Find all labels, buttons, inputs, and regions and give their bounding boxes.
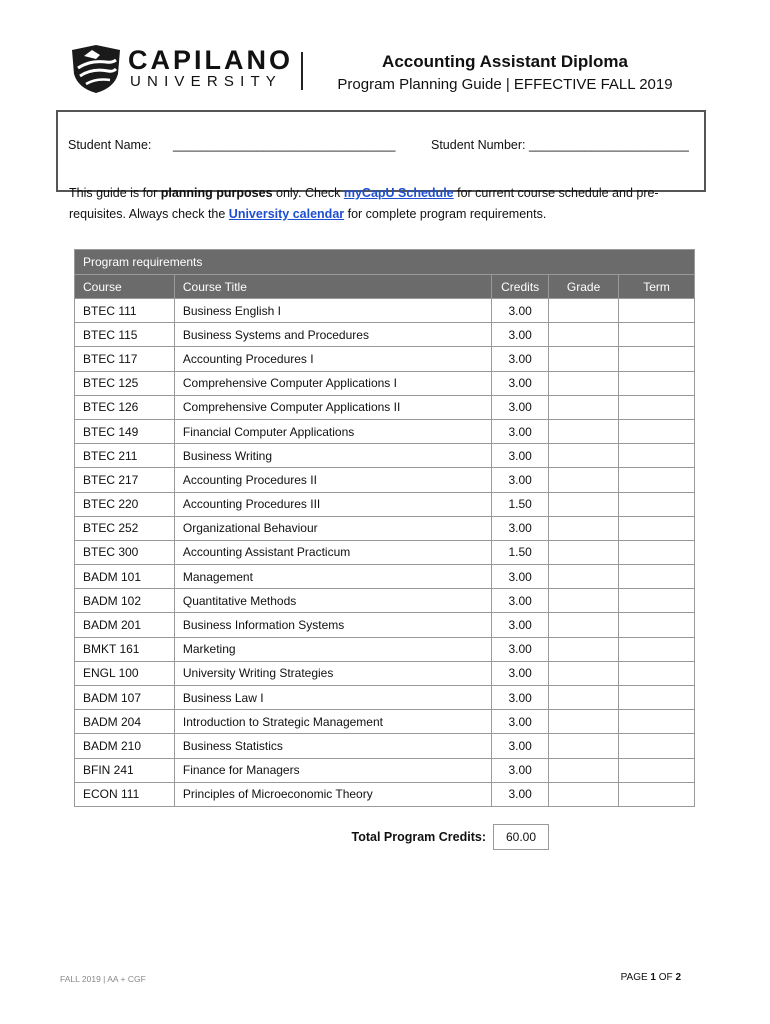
course-credits: 3.00 — [492, 782, 549, 806]
course-credits: 3.00 — [492, 565, 549, 589]
grade-cell[interactable] — [549, 686, 619, 710]
term-cell[interactable] — [619, 782, 695, 806]
grade-cell[interactable] — [549, 299, 619, 323]
course-credits: 3.00 — [492, 299, 549, 323]
course-title: Finance for Managers — [174, 758, 491, 782]
student-number-label: Student Number: — [431, 138, 526, 152]
course-code: BTEC 149 — [75, 419, 175, 443]
course-code: BADM 102 — [75, 589, 175, 613]
course-credits: 3.00 — [492, 637, 549, 661]
course-code: BMKT 161 — [75, 637, 175, 661]
university-logo — [70, 44, 310, 94]
course-code: BTEC 126 — [75, 395, 175, 419]
course-title: Accounting Assistant Practicum — [174, 540, 491, 564]
course-code: BFIN 241 — [75, 758, 175, 782]
grade-cell[interactable] — [549, 782, 619, 806]
document-subtitle: Program Planning Guide | EFFECTIVE FALL 2019 — [337, 76, 673, 93]
term-cell[interactable] — [619, 540, 695, 564]
table-row — [75, 323, 695, 347]
course-title: Introduction to Strategic Management — [174, 710, 491, 734]
course-code: BTEC 211 — [75, 444, 175, 468]
header-divider — [301, 52, 303, 90]
course-title: Business Information Systems — [174, 613, 491, 637]
logo-wordmark-top: CAPILANO — [128, 45, 293, 75]
course-code: BTEC 252 — [75, 516, 175, 540]
table-row — [75, 589, 695, 613]
course-title: Business English I — [174, 299, 491, 323]
course-code: BADM 107 — [75, 686, 175, 710]
header-course: Course — [75, 275, 175, 299]
grade-cell[interactable] — [549, 347, 619, 371]
course-code: BTEC 217 — [75, 468, 175, 492]
course-credits: 3.00 — [492, 758, 549, 782]
total-credits-value: 60.00 — [493, 824, 549, 850]
table-row — [75, 613, 695, 637]
course-title: Financial Computer Applications — [174, 419, 491, 443]
student-name-field[interactable]: ________________________________ — [173, 138, 396, 152]
grade-cell[interactable] — [549, 661, 619, 685]
term-cell[interactable] — [619, 444, 695, 468]
course-code: BTEC 125 — [75, 371, 175, 395]
term-cell[interactable] — [619, 758, 695, 782]
grade-cell[interactable] — [549, 419, 619, 443]
course-code: BADM 201 — [75, 613, 175, 637]
course-title: Principles of Microeconomic Theory — [174, 782, 491, 806]
course-code: BTEC 117 — [75, 347, 175, 371]
term-cell[interactable] — [619, 492, 695, 516]
table-row — [75, 492, 695, 516]
intro-paragraph — [69, 183, 709, 225]
course-credits: 3.00 — [492, 323, 549, 347]
table-row — [75, 371, 695, 395]
course-code: BTEC 220 — [75, 492, 175, 516]
grade-cell[interactable] — [549, 516, 619, 540]
student-name-label: Student Name: — [68, 138, 152, 152]
term-cell[interactable] — [619, 710, 695, 734]
shield-crest-icon — [70, 44, 122, 94]
table-row — [75, 637, 695, 661]
term-cell[interactable] — [619, 661, 695, 685]
page-total: 2 — [675, 972, 681, 983]
course-credits: 3.00 — [492, 371, 549, 395]
intro-text-3: for current course schedule and pre-requisites. Always check the — [69, 186, 659, 221]
grade-cell[interactable] — [549, 395, 619, 419]
page-indicator — [560, 972, 681, 983]
grade-cell[interactable] — [549, 613, 619, 637]
grade-cell[interactable] — [549, 565, 619, 589]
grade-cell[interactable] — [549, 734, 619, 758]
grade-cell[interactable] — [549, 710, 619, 734]
course-code: BTEC 300 — [75, 540, 175, 564]
grade-cell[interactable] — [549, 492, 619, 516]
term-cell[interactable] — [619, 613, 695, 637]
course-title: Business Statistics — [174, 734, 491, 758]
table-row — [75, 734, 695, 758]
course-title: Accounting Procedures III — [174, 492, 491, 516]
course-credits: 1.50 — [492, 492, 549, 516]
table-row — [75, 444, 695, 468]
term-cell[interactable] — [619, 323, 695, 347]
course-code: ENGL 100 — [75, 661, 175, 685]
course-title: Accounting Procedures II — [174, 468, 491, 492]
intro-text-4: for complete program requirements. — [344, 207, 547, 221]
course-credits: 3.00 — [492, 347, 549, 371]
grade-cell[interactable] — [549, 758, 619, 782]
term-cell[interactable] — [619, 419, 695, 443]
grade-cell[interactable] — [549, 468, 619, 492]
total-credits-label: Total Program Credits: — [351, 830, 486, 844]
table-row — [75, 661, 695, 685]
intro-text-2: only. Check — [272, 186, 344, 200]
table-row — [75, 686, 695, 710]
header-credits: Credits — [492, 275, 549, 299]
course-title: Accounting Procedures I — [174, 347, 491, 371]
course-credits: 3.00 — [492, 516, 549, 540]
course-credits: 3.00 — [492, 419, 549, 443]
table-row — [75, 299, 695, 323]
term-cell[interactable] — [619, 371, 695, 395]
section-title: Program requirements — [75, 250, 695, 275]
table-row — [75, 395, 695, 419]
course-credits: 3.00 — [492, 444, 549, 468]
course-code: BTEC 111 — [75, 299, 175, 323]
course-title: Business Systems and Procedures — [174, 323, 491, 347]
table-row — [75, 540, 695, 564]
table-row — [75, 468, 695, 492]
course-title: Comprehensive Computer Applications I — [174, 371, 491, 395]
table-row — [75, 565, 695, 589]
grade-cell[interactable] — [549, 589, 619, 613]
table-row — [75, 782, 695, 806]
grade-cell[interactable] — [549, 444, 619, 468]
table-row — [75, 710, 695, 734]
term-cell[interactable] — [619, 734, 695, 758]
term-cell[interactable] — [619, 347, 695, 371]
course-credits: 1.50 — [492, 540, 549, 564]
course-title: Business Law I — [174, 686, 491, 710]
course-title: Quantitative Methods — [174, 589, 491, 613]
university-calendar-link[interactable]: University calendar — [228, 207, 345, 221]
course-title: Organizational Behaviour — [174, 516, 491, 540]
course-credits: 3.00 — [492, 710, 549, 734]
intro-text-1: This guide is for — [69, 186, 161, 200]
footer-edition: FALL 2019 | AA + CGF — [60, 974, 146, 984]
header-grade: Grade — [549, 275, 619, 299]
course-credits: 3.00 — [492, 395, 549, 419]
term-cell[interactable] — [619, 395, 695, 419]
page-number: 1 — [650, 972, 656, 983]
course-title: Marketing — [174, 637, 491, 661]
course-code: ECON 111 — [75, 782, 175, 806]
course-code: BADM 210 — [75, 734, 175, 758]
course-title: University Writing Strategies — [174, 661, 491, 685]
table-row — [75, 347, 695, 371]
table-row — [75, 516, 695, 540]
student-number-field[interactable] — [431, 138, 689, 152]
table-row — [75, 758, 695, 782]
course-credits: 3.00 — [492, 734, 549, 758]
page-of: OF — [655, 972, 676, 983]
mycapu-schedule-link[interactable]: myCapU Schedule — [343, 186, 454, 200]
term-cell[interactable] — [619, 686, 695, 710]
course-title: Management — [174, 565, 491, 589]
logo-wordmark-bottom: UNIVERSITY — [130, 73, 283, 90]
course-code: BADM 204 — [75, 710, 175, 734]
grade-cell[interactable] — [549, 540, 619, 564]
course-code: BADM 101 — [75, 565, 175, 589]
grade-cell[interactable] — [549, 323, 619, 347]
term-cell[interactable] — [619, 516, 695, 540]
page-prefix: PAGE — [620, 972, 651, 983]
grade-cell[interactable] — [549, 371, 619, 395]
course-code: BTEC 115 — [75, 323, 175, 347]
intro-bold: planning purposes — [160, 186, 273, 200]
header-term: Term — [619, 275, 695, 299]
student-number-blank: _______________________ — [528, 138, 689, 152]
term-cell[interactable] — [619, 637, 695, 661]
program-requirements-table — [74, 249, 695, 807]
term-cell[interactable] — [619, 565, 695, 589]
course-credits: 3.00 — [492, 589, 549, 613]
course-credits: 3.00 — [492, 661, 549, 685]
course-title: Business Writing — [174, 444, 491, 468]
grade-cell[interactable] — [549, 637, 619, 661]
term-cell[interactable] — [619, 468, 695, 492]
table-row — [75, 419, 695, 443]
course-credits: 3.00 — [492, 686, 549, 710]
term-cell[interactable] — [619, 589, 695, 613]
course-title: Comprehensive Computer Applications II — [174, 395, 491, 419]
term-cell[interactable] — [619, 299, 695, 323]
header-course-title: Course Title — [174, 275, 491, 299]
document-title: Accounting Assistant Diploma — [382, 52, 628, 71]
course-credits: 3.00 — [492, 468, 549, 492]
course-credits: 3.00 — [492, 613, 549, 637]
